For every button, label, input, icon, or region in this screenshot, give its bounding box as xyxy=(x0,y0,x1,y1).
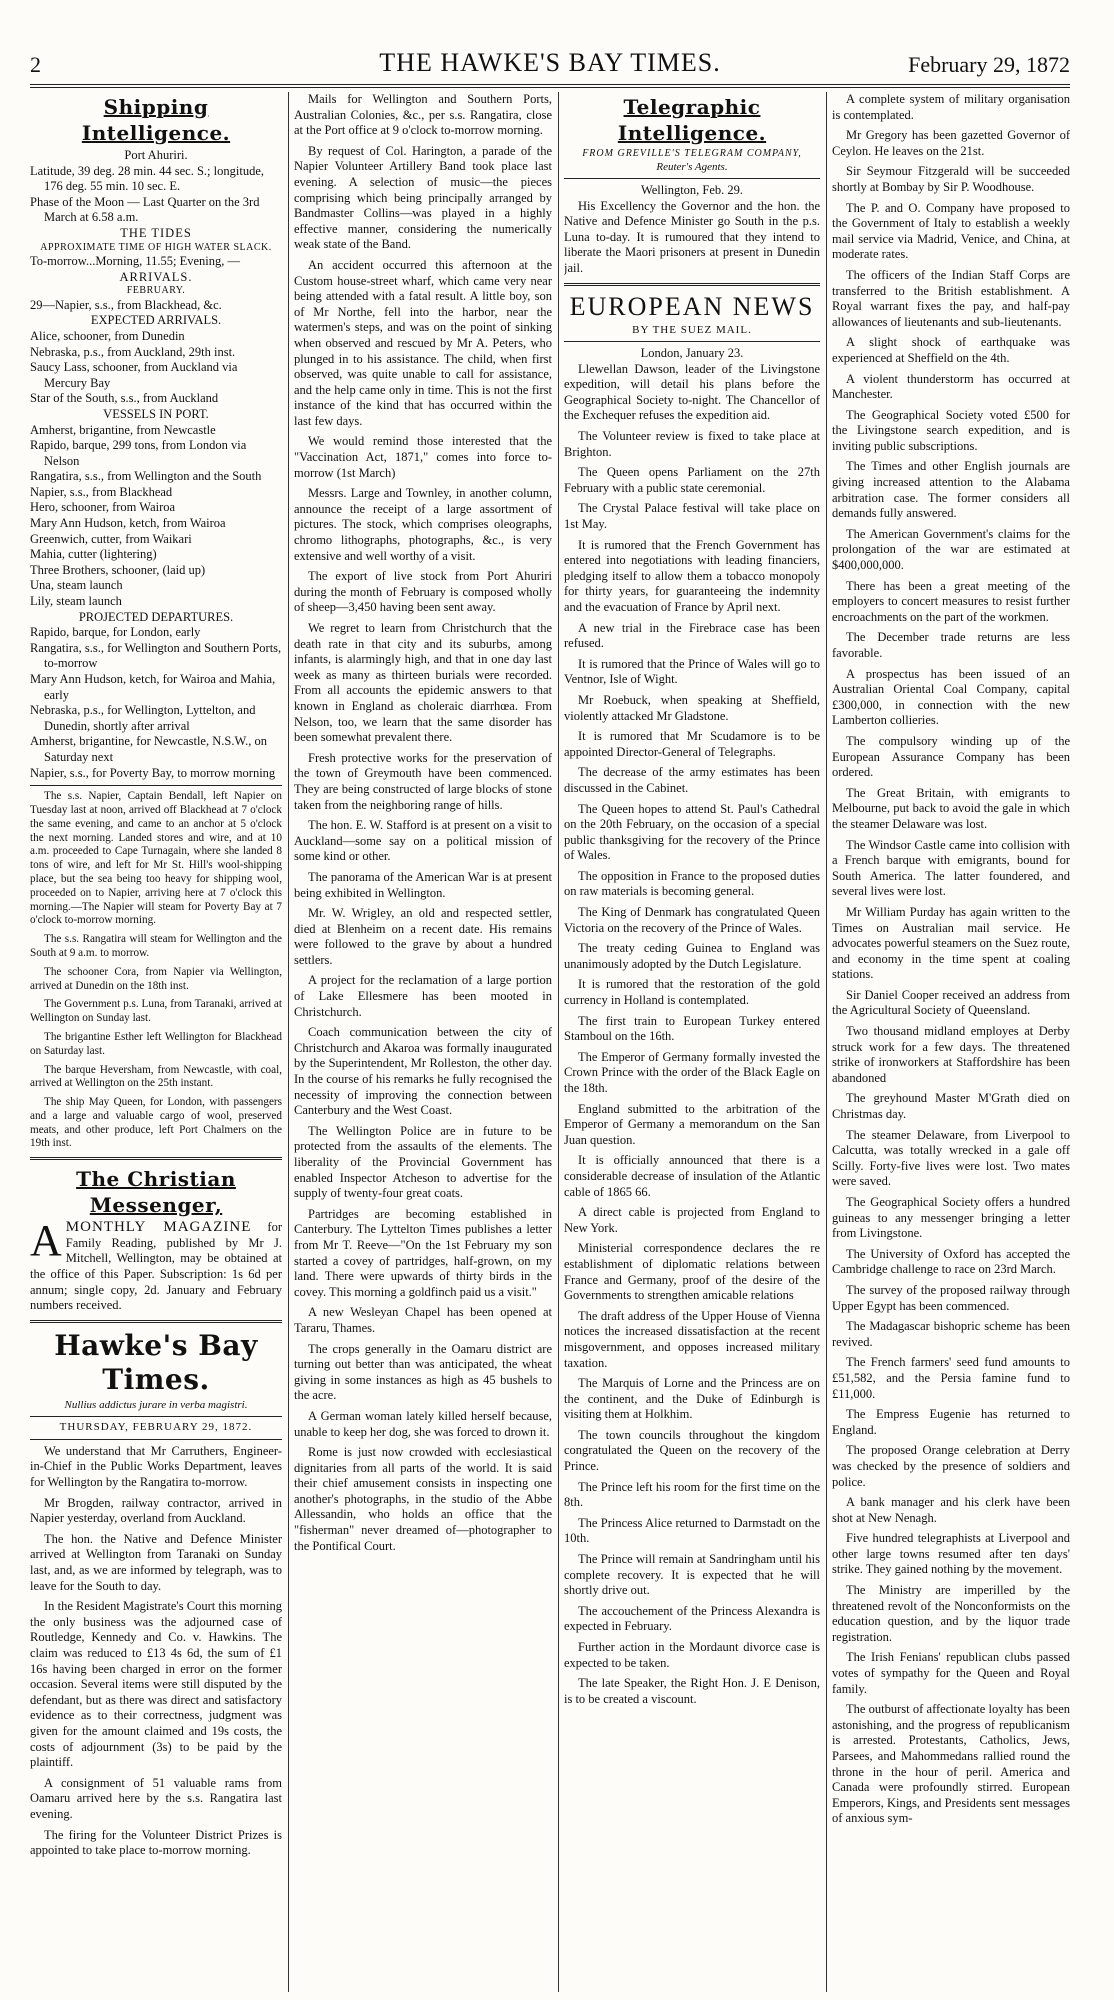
shipping-entry xyxy=(30,360,282,391)
news-paragraph: The accouchement of the Princess Alexandra is expected in February. xyxy=(564,1603,820,1634)
section-heading: Telegraphic Intelligence. xyxy=(617,95,767,145)
subheading: Reuter's Agents. xyxy=(656,160,728,173)
entry-text: Mahia, cutter (lightering) xyxy=(30,547,157,562)
news-paragraph: It is rumored that Mr Scudamore is to be appointed Director-General of Telegraphs. xyxy=(564,729,820,759)
news-paragraph: The Prince left his room for the first time on the 8th. xyxy=(564,1479,820,1510)
entry-text: Una, steam launch xyxy=(30,578,123,593)
news-paragraph: The crops generally in the Oamaru district are turning out better than was anticipated, the wheat giving in some instances as high as 45 bushels to the acre. xyxy=(294,1341,552,1403)
news-paragraph: The Great Britain, with emigrants to Melbourne, put back to avoid the gale in which the steamer Delaware was lost. xyxy=(832,785,1070,831)
entry-text: Alice, schooner, from Dunedin xyxy=(30,328,185,343)
shipping-entry xyxy=(30,734,282,765)
news-paragraph: The town councils throughout the kingdom congratulated the Queen on the recovery of the Prince. xyxy=(564,1427,820,1474)
column-3 xyxy=(564,92,820,1992)
news-paragraph: The firing for the Volunteer District Prizes is appointed to take place to-morrow morning. xyxy=(30,1827,282,1858)
news-paragraph: The Prince will remain at Sandringham until his complete recovery. It is expected that he will shortly drive out. xyxy=(564,1552,820,1598)
news-paragraph: Five hundred telegraphists at Liverpool and other large towns resumed after ten days' strike. They gained nothing by the movement. xyxy=(832,1531,1070,1577)
entry-text: Latitude, 39 deg. 28 min. 44 sec. S.; longitude, 176 deg. 55 min. 10 sec. E. xyxy=(30,163,264,194)
text-line: 29—Napier, s.s., from Blackhead, &c. xyxy=(30,297,222,312)
news-paragraph: An accident occurred this afternoon at the Custom house-street wharf, which came very near being attended with a fatal result. A little boy, son of Mr Northe, fell into the harbor, near the watermen's steps, and was on the point of sinking when observed and rescued by Mr A. Peters, who plunged in to his assistance. The child, when first observed, was quite unable to call for assistance, and the help came only in time. This is not the first instance of the kind that has occurred within the last few days. xyxy=(294,257,552,428)
news-paragraph: The Empress Eugenie has returned to England. xyxy=(832,1407,1070,1437)
subheading: FROM GREVILLE'S TELEGRAM COMPANY, xyxy=(582,148,802,159)
news-paragraph: It is rumored that the restoration of the gold currency in Holland is contemplated. xyxy=(564,977,820,1008)
news-paragraph: Sir Seymour Fitzgerald will be succeeded shortly at Bombay by Sir P. Woodhouse. xyxy=(832,164,1070,194)
news-paragraph: The Crystal Palace festival will take place on 1st May. xyxy=(564,501,820,531)
entry-text: Napier, s.s., for Poverty Bay, to morrow morning xyxy=(30,765,276,780)
news-paragraph: The Wellington Police are in future to be protected from the assaults of the elements. The liberality of the Provincial Government has enabled Inspector Atcheson to advertise for the supply of twenty-four great coats. xyxy=(294,1123,552,1201)
section-rule xyxy=(30,1320,282,1323)
shipping-entry xyxy=(30,485,282,501)
column-divider xyxy=(558,92,559,1992)
news-paragraph: The steamer Delaware, from Liverpool to Calcutta, was totally wrecked in a gale off Scilly. Forty-five lives were lost. Two mates were saved. xyxy=(832,1127,1070,1189)
news-paragraph: Two thousand midland employes at Derby struck work for a few days. The threatened strike of ironworkers at Staffordshire has been abandoned xyxy=(832,1024,1070,1085)
shipping-entry xyxy=(30,578,282,594)
news-paragraph: Mails for Wellington and Southern Ports, Australian Colonies, &c., per s.s. Rangatira, close at the Port office at 9 o'clock to-morrow morning. xyxy=(294,92,552,138)
news-paragraph: A slight shock of earthquake was experienced at Sheffield on the 4th. xyxy=(832,335,1070,365)
subheading: APPROXIMATE TIME OF HIGH WATER SLACK. xyxy=(40,241,272,253)
news-paragraph: The outburst of affectionate loyalty has been astonishing, and the progress of republicanism is arrested. Protestants, Catholics, Jews, Parsees, and Mahommedans rallied round the throne in the hour of peril. America and Canada were profoundly stirred. European Emperors, Kings, and Presidents sent messages of anxious sym- xyxy=(832,1702,1070,1826)
news-paragraph: A direct cable is projected from England to New York. xyxy=(564,1205,820,1235)
issue-date: February 29, 1872 xyxy=(908,52,1070,77)
entry-text: Phase of the Moon — Last Quarter on the 3rd March at 6.58 a.m. xyxy=(30,194,260,225)
subheading: BY THE SUEZ MAIL. xyxy=(632,323,752,336)
section-rule xyxy=(564,283,820,286)
news-paragraph: The Queen hopes to attend St. Paul's Cathedral on the 20th February, on the occasion of a special public thanksgiving for the recovery of the Prince of Wales. xyxy=(564,801,820,863)
shipping-note: The schooner Cora, from Napier via Wellington, arrived at Dunedin on the 18th inst. xyxy=(30,965,282,992)
separator-rule xyxy=(30,1439,282,1440)
header-rule xyxy=(30,87,1070,88)
news-paragraph: The Madagascar bishopric scheme has been revived. xyxy=(832,1319,1070,1349)
news-paragraph: It is rumored that the Prince of Wales will go to Ventnor, Isle of Wight. xyxy=(564,656,820,687)
news-paragraph: A consignment of 51 valuable rams from Oamaru arrived here by the s.s. Rangatira last evening. xyxy=(30,1775,282,1821)
shipping-note: The s.s. Rangatira will steam for Wellington and the South at 9 a.m. to morrow. xyxy=(30,933,282,959)
news-paragraph: The panorama of the American War is at present being exhibited in Wellington. xyxy=(294,869,552,900)
shipping-entry xyxy=(30,532,282,548)
news-paragraph: The Geographical Society voted £500 for the Livingstone search expedition, and is inviting public subscriptions. xyxy=(832,407,1070,453)
column-2 xyxy=(294,92,552,1992)
section-heading: Shipping Intelligence. xyxy=(81,95,231,145)
news-paragraph: Mr Brogden, railway contractor, arrived in Napier yesterday, overland from Auckland. xyxy=(30,1495,282,1526)
news-paragraph: Mr. W. Wrigley, an old and respected settler, died at Blenheim on a recent date. His remains were followed to the grave by about a hundred settlers. xyxy=(294,906,552,967)
entry-text: Saucy Lass, schooner, from Auckland via Mercury Bay xyxy=(30,360,238,390)
shipping-entry xyxy=(30,563,282,579)
news-paragraph: The officers of the Indian Staff Corps are transferred to the British establishment. A Royal warrant fixes the pay, and half-pay allowances of lieutenants and sub-lieutenants. xyxy=(832,267,1070,329)
section-heading: The Christian Messenger, xyxy=(76,1167,236,1218)
entry-text: Napier, s.s., from Blackhead xyxy=(30,484,173,499)
shipping-entry xyxy=(30,195,282,226)
news-paragraph: The Irish Fenians' republican clubs passed votes of sympathy for the Queen and Royal family. xyxy=(832,1650,1070,1696)
separator-rule xyxy=(30,785,282,786)
section-rule xyxy=(30,1157,282,1160)
news-paragraph: It is rumored that the French Government has entered into negotiations with leading financiers, pledging itself to allow them a tobacco monopoly for thirty years, for guaranteeing the indemnity and the evacuation of France by April next. xyxy=(564,537,820,614)
news-paragraph: The Marquis of Lorne and the Princess are on the continent, and the Duke of Edinburgh is visiting them at Holkhim. xyxy=(564,1376,820,1422)
entry-text: Mary Ann Hudson, ketch, from Wairoa xyxy=(30,516,226,531)
subheading: Wellington, Feb. 29. xyxy=(640,183,744,197)
news-paragraph: His Excellency the Governor and the hon. the Native and Defence Minister go South in the p.s. Luna to-day. It is rumoured that they intend to liberate the Maori prisoners at present in Dunedin jail. xyxy=(564,198,820,275)
entry-text: Star of the South, s.s., from Auckland xyxy=(30,391,219,406)
advert-text: for Family Reading, published by Mr J. Mitchell, Wellington, may be obtained at the office of this Paper. Subscription: 1s 6d per annum; single copy, 2d. January and February numbers received. xyxy=(30,1220,282,1313)
shipping-note: The Government p.s. Luna, from Taranaki, arrived at Wellington on Sunday last. xyxy=(30,998,282,1025)
news-paragraph: Mr Gregory has been gazetted Governor of Ceylon. He leaves on the 21st. xyxy=(832,128,1070,158)
news-paragraph: The Volunteer review is fixed to take place at Brighton. xyxy=(564,429,820,459)
separator-rule xyxy=(564,178,820,179)
news-paragraph: The decrease of the army estimates has been discussed in the Cabinet. xyxy=(564,765,820,795)
news-paragraph: A bank manager and his clerk have been shot at New Nenagh. xyxy=(832,1495,1070,1525)
news-paragraph: We would remind those interested that the "Vaccination Act, 1871," comes into force to-morrow (1st March) xyxy=(294,434,552,480)
news-paragraph: The Emperor of Germany formally invested the Crown Prince with the order of the Black Eagle on the 18th. xyxy=(564,1049,820,1095)
text-line: To-morrow...Morning, 11.55; Evening, — xyxy=(30,254,240,269)
news-paragraph: England submitted to the arbitration of the Emperor of Germany a memorandum on the San Juan question. xyxy=(564,1101,820,1147)
news-paragraph: Mr Roebuck, when speaking at Sheffield, violently attacked Mr Gladstone. xyxy=(564,692,820,723)
subheading: London, January 23. xyxy=(640,346,744,361)
news-paragraph: We regret to learn from Christchurch that the death rate in that city and its suburbs, among infants, is alarmingly high, and that in one day last week as many as thirteen burials were recorded. From all accounts the epidemic answers to that known in England as choleraic diarrhœa. From Nelson, too, we learn that the same disorder has been somewhat prevalent there. xyxy=(294,621,552,745)
news-paragraph: The P. and O. Company have proposed to the Government of Italy to establish a weekly mail service via Madrid, Venice, and China, at moderate rates. xyxy=(832,200,1070,262)
shipping-note: The barque Heversham, from Newcastle, with coal, arrived at Wellington on the 25th instant. xyxy=(30,1063,282,1090)
shipping-entry xyxy=(30,438,282,469)
news-paragraph: The export of live stock from Port Ahuriri during the month of February is composed wholly of sheep—3,450 having been sent away. xyxy=(294,569,552,615)
advertisement xyxy=(30,1216,282,1314)
subheading: ARRIVALS. xyxy=(119,269,193,284)
news-paragraph: Mr William Purday has again written to the Times on Australian mail service. He advocates powerful steamers on the Suez route, and economy in the time spent at coaling stations. xyxy=(832,904,1070,982)
column-divider xyxy=(288,92,289,1992)
shipping-entry xyxy=(30,766,282,782)
shipping-entry xyxy=(30,423,282,439)
news-paragraph: A prospectus has been issued of an Australian Oriental Coal Company, capital £300,000, in connection with the new Lamberton collieries. xyxy=(832,666,1070,728)
news-paragraph: The Ministry are imperilled by the threatened revolt of the Nonconformists on the education question, and by the liquor trade registration. xyxy=(832,1583,1070,1644)
news-paragraph: The hon. E. W. Stafford is at present on a visit to Auckland—some say on a political mission of some kind or other. xyxy=(294,818,552,864)
entry-text: Rangatira, s.s., for Wellington and Southern Ports, to-morrow xyxy=(30,640,282,671)
drop-cap: A xyxy=(30,1216,62,1266)
shipping-entry xyxy=(30,329,282,345)
entry-text: Amherst, brigantine, from Newcastle xyxy=(30,422,216,437)
news-paragraph: Further action in the Mordaunt divorce case is expected to be taken. xyxy=(564,1640,820,1670)
news-paragraph: A project for the reclamation of a large portion of Lake Ellesmere has been mooted in Christchurch. xyxy=(294,973,552,1019)
news-paragraph: The French farmers' seed fund amounts to £51,582, and the Persia famine fund to £11,000. xyxy=(832,1355,1070,1401)
entry-text: Lily, steam launch xyxy=(30,594,122,609)
news-paragraph: Messrs. Large and Townley, in another column, announce the receipt of a large assortment of pictures. The stock, which comprises oleographs, chromo lithographs, photographs, &c., is very extensive and well worthy of a visit. xyxy=(294,486,552,563)
news-paragraph: Coach communication between the city of Christchurch and Akaroa was formally inaugurated by the Superintendent, Mr Rolleston, the other day. In the course of his remarks he fully recognised the necessity of improving the connection between Canterbury and the West Coast. xyxy=(294,1025,552,1118)
subheading: PROJECTED DEPARTURES. xyxy=(78,609,234,624)
entry-text: Hero, schooner, from Wairoa xyxy=(30,500,176,515)
section-heading: Hawke's Bay Times. xyxy=(54,1328,258,1396)
column-divider xyxy=(826,92,827,1992)
column-4 xyxy=(832,92,1070,1992)
shipping-note: The s.s. Napier, Captain Bendall, left Napier on Tuesday last at noon, arrived off Blackhead at 7 o'clock the same evening, and came to an anchor at 5 o'clock the next morning. Landed stores and wire, and at 10 a.m. proceeded to Cape Turnagain, where she landed 8 tons of wire, and left for Mr St. Hill's wool-shipping place, but the sea being too heavy for shipping wool, proceeded on to Napier, arriving here at 7 o'clock this morning.—The Napier will steam for Poverty Bay at 7 o'clock to-morrow morning. xyxy=(30,790,282,927)
masthead xyxy=(30,48,1070,82)
news-paragraph: Rome is just now crowded with ecclesiastical dignitaries from all parts of the world. It is said their chief amusement consists in inspecting one another's photographs, in the studio of the Abbe Allessandin, who holds an office that the "fisherman" never dreamed of—photographer to the Pontifical Court. xyxy=(294,1445,552,1553)
subheading: THURSDAY, FEBRUARY 29, 1872. xyxy=(59,1421,253,1434)
shipping-entry xyxy=(30,703,282,734)
news-paragraph: A German woman lately killed herself because, unable to keep her dog, she was forced to drown it. xyxy=(294,1408,552,1439)
news-paragraph: The University of Oxford has accepted the Cambridge challenge to race on 23rd March. xyxy=(832,1246,1070,1277)
news-paragraph: The proposed Orange celebration at Derry was checked by the presence of soldiers and police. xyxy=(832,1443,1070,1489)
shipping-entry xyxy=(30,345,282,361)
page-number: 2 xyxy=(30,52,41,77)
entry-text: Rapido, barque, for London, early xyxy=(30,625,201,640)
shipping-entry xyxy=(30,547,282,563)
shipping-note: The brigantine Esther left Wellington for Blackhead on Saturday last. xyxy=(30,1030,282,1057)
news-paragraph: Partridges are becoming established in Canterbury. The Lyttelton Times publishes a letter from Mr T. Reeve—"On the 1st February my son started a covey of partridges, half-grown, on my land. There were upwards of thirty birds in the covey. This morning a goldfinch paid us a visit." xyxy=(294,1206,552,1299)
separator-rule xyxy=(564,341,820,342)
news-paragraph: In the Resident Magistrate's Court this morning the only business was the adjourned case of Routledge, Kennedy and Co. v. Hawkins. The claim was reduced to £13 4s 6d, the sum of £1 16s having been charged in error on the former occasion. Several items were still disputed by the defendant, but as there was direct and satisfactory evidence as to their correctness, judgment was given for the amount claimed and 19s costs, the costs of adjournment (3s) to be paid by the plaintiff. xyxy=(30,1599,282,1770)
column-1 xyxy=(30,92,282,1992)
news-paragraph: The first train to European Turkey entered Stamboul on the 16th. xyxy=(564,1013,820,1044)
header-rule xyxy=(30,84,1070,85)
shipping-entry xyxy=(30,594,282,610)
news-paragraph: The Times and other English journals are giving increased attention to the Alabama arbitration case. The former considers all demands fully answered. xyxy=(832,459,1070,521)
news-paragraph: Fresh protective works for the preservation of the town of Greymouth have been commenced. They are being constructed of large blocks of stone taken from the neighboring range of hills. xyxy=(294,750,552,812)
news-paragraph: It is officially announced that there is a considerable decrease of insulation of the Atlantic cable of 1865 66. xyxy=(564,1153,820,1199)
entry-text: Greenwich, cutter, from Waikari xyxy=(30,531,192,546)
subheading: THE TIDES xyxy=(120,225,192,240)
news-paragraph: The greyhound Master M'Grath died on Christmas day. xyxy=(832,1091,1070,1122)
advert-title: MONTHLY MAGAZINE xyxy=(65,1219,252,1236)
news-paragraph: The survey of the proposed railway through Upper Egypt has been commenced. xyxy=(832,1282,1070,1313)
news-paragraph: Sir Daniel Cooper received an address from the Agricultural Society of Queensland. xyxy=(832,987,1070,1018)
news-paragraph: The late Speaker, the Right Hon. J. E Denison, is to be created a viscount. xyxy=(564,1676,820,1706)
news-paragraph: A complete system of military organisation is contemplated. xyxy=(832,92,1070,122)
entry-text: Nebraska, p.s., for Wellington, Lyttelton, and Dunedin, shortly after arrival xyxy=(30,703,256,733)
subheading: FEBRUARY. xyxy=(126,285,186,297)
news-paragraph: Ministerial correspondence declares the re establishment of diplomatic relations between France and Germany, proof of the desire of the Governments to strengthen amicable relations xyxy=(564,1241,820,1303)
subheading: Nullius addictus jurare in verba magistri. xyxy=(64,1398,248,1411)
news-paragraph: A new trial in the Firebrace case has been refused. xyxy=(564,620,820,651)
shipping-entry xyxy=(30,516,282,532)
entry-text: Amherst, brigantine, for Newcastle, N.S.W., on Saturday next xyxy=(30,734,267,764)
news-paragraph: The Princess Alice returned to Darmstadt on the 10th. xyxy=(564,1515,820,1546)
news-paragraph: There has been a great meeting of the employers to concert measures to resist further encroachments on the part of the workmen. xyxy=(832,578,1070,624)
newspaper-title: THE HAWKE'S BAY TIMES. xyxy=(379,48,721,77)
entry-text: Three Brothers, schooner, (laid up) xyxy=(30,562,206,577)
news-paragraph: The opposition in France to the proposed duties on raw materials is becoming general. xyxy=(564,868,820,899)
news-paragraph: The hon. the Native and Defence Minister arrived at Wellington from Taranaki on Sunday last, and, as we are informed by telegraph, was to leave for the South to day. xyxy=(30,1531,282,1593)
separator-rule xyxy=(30,1416,282,1417)
news-paragraph: The Queen opens Parliament on the 27th February with a public state ceremonial. xyxy=(564,465,820,495)
entry-text: Rangatira, s.s., from Wellington and the South xyxy=(30,469,262,484)
shipping-entry xyxy=(30,625,282,641)
news-paragraph: We understand that Mr Carruthers, Engineer-in-Chief in the Public Works Department, leaves for Wellington by the Rangatira to-morrow. xyxy=(30,1443,282,1490)
entry-text: Rapido, barque, 299 tons, from London via Nelson xyxy=(30,438,247,468)
entry-text: Nebraska, p.s., from Auckland, 29th inst. xyxy=(30,344,236,359)
subheading: EXPECTED ARRIVALS. xyxy=(90,313,222,328)
news-paragraph: The Geographical Society offers a hundred guineas to any messenger bringing a letter from Livingstone. xyxy=(832,1195,1070,1241)
shipping-note: The ship May Queen, for London, with passengers and a large and valuable cargo of wool, preserved meats, and other produce, left Port Chalmers on the 19th inst. xyxy=(30,1096,282,1150)
news-paragraph: By request of Col. Harington, a parade of the Napier Volunteer Artillery Band took place last evening. A selection of music—the pieces comprising which being principally arranged by Bandmaster Collins—was played in a highly effective manner, considering the numerically weak state of the Band. xyxy=(294,143,552,252)
shipping-entry xyxy=(30,500,282,516)
shipping-entry xyxy=(30,469,282,485)
news-paragraph: A new Wesleyan Chapel has been opened at Tararu, Thames. xyxy=(294,1305,552,1335)
shipping-entry xyxy=(30,672,282,703)
shipping-entry xyxy=(30,641,282,672)
subheading: Port Ahuriri. xyxy=(124,148,188,162)
shipping-entry xyxy=(30,164,282,195)
news-paragraph: The American Government's claims for the prolongation of the war are estimated at $400,000,000. xyxy=(832,526,1070,573)
entry-text: Mary Ann Hudson, ketch, for Wairoa and Mahia, early xyxy=(30,672,276,702)
shipping-entry xyxy=(30,391,282,407)
news-paragraph: Llewellan Dawson, leader of the Livingstone expedition, will detail his plans before the Geographical Society to-night. The Chancellor of the Exchequer refuses the expedition aid. xyxy=(564,361,820,423)
section-heading: EUROPEAN NEWS xyxy=(569,291,815,321)
news-paragraph: The treaty ceding Guinea to England was unanimously adopted by the Dutch Legislature. xyxy=(564,941,820,971)
news-paragraph: The King of Denmark has congratulated Queen Victoria on the recovery of the Prince of Wales. xyxy=(564,905,820,935)
news-paragraph: The December trade returns are less favorable. xyxy=(832,630,1070,660)
news-paragraph: The draft address of the Upper House of Vienna notices the increased dissatisfaction at the recent misgovernment, and opposes increased military taxation. xyxy=(564,1308,820,1370)
news-paragraph: The compulsory winding up of the European Assurance Company has been ordered. xyxy=(832,733,1070,780)
news-paragraph: A violent thunderstorm has occurred at Manchester. xyxy=(832,371,1070,402)
subheading: VESSELS IN PORT. xyxy=(103,406,209,421)
news-paragraph: The Windsor Castle came into collision with a French barque with emigrants, bound for South America. The latter foundered, and several lives were lost. xyxy=(832,837,1070,899)
